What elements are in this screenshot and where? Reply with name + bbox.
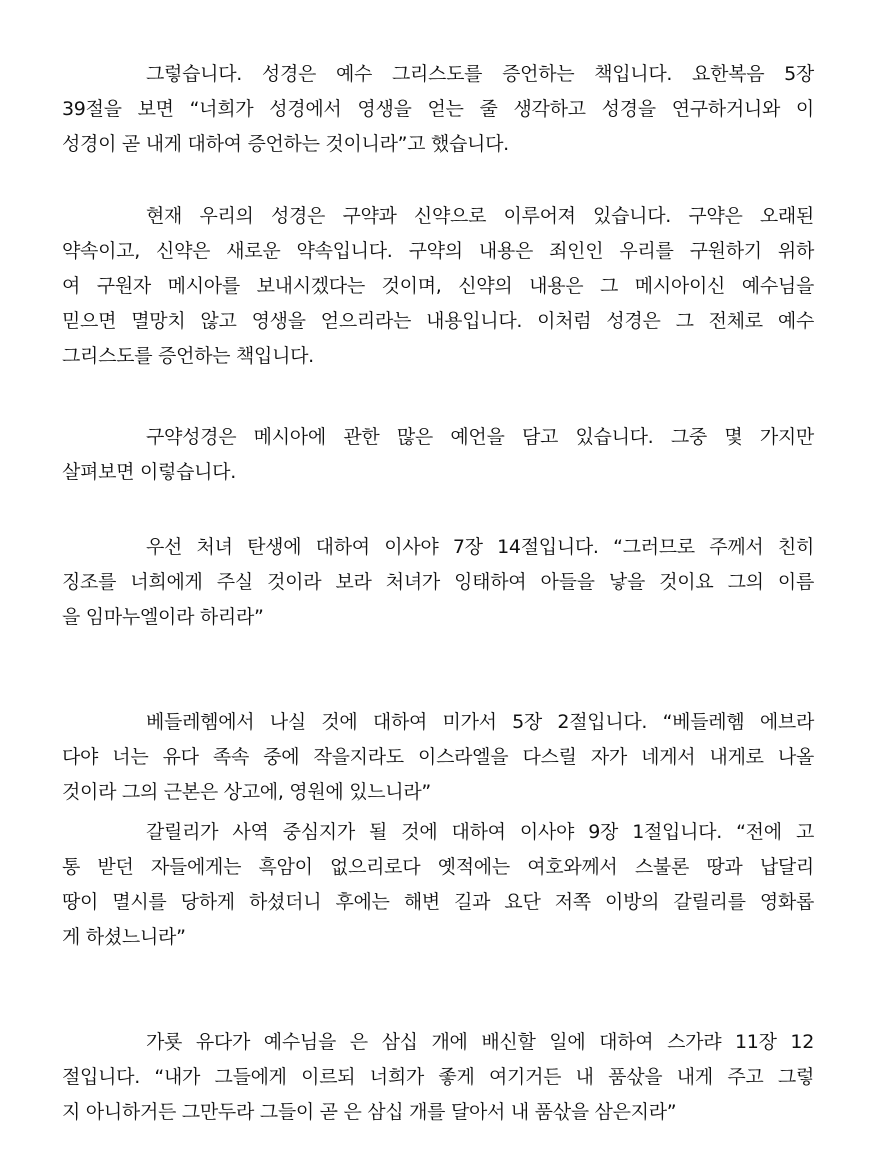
text-line: 믿으면 멸망치 않고 영생을 얻으리라는 내용입니다. 이처럼 성경은 그 전체로 예수 xyxy=(62,310,814,332)
text-line: 을 임마누엘이라 하리라” xyxy=(62,606,264,628)
text-line: 우선 처녀 탄생에 대하여 이사야 7장 14절입니다. “그러므로 주께서 친히 xyxy=(146,536,814,558)
text-line: 베들레헴에서 나실 것에 대하여 미가서 5장 2절입니다. “베들레헴 에브라 xyxy=(146,711,814,733)
paragraph-messiah-prophecies xyxy=(62,420,814,490)
text-line: 지 아니하거든 그만두라 그들이 곧 은 삼십 개를 달아서 내 품삯을 삼은지라” xyxy=(62,1101,677,1123)
text-line: 약속이고, 신약은 새로운 약속입니다. 구약의 내용은 죄인인 우리를 구원하기 위하 xyxy=(62,240,814,262)
text-line: 징조를 너희에게 주실 것이라 보라 처녀가 잉태하여 아들을 낳을 것이요 그의 이름 xyxy=(62,571,814,593)
text-line: 성경이 곧 내게 대하여 증언하는 것이니라”고 했습니다. xyxy=(62,133,509,155)
text-line: 가룟 유다가 예수님을 은 삼십 개에 배신할 일에 대하여 스가랴 11장 12 xyxy=(146,1031,814,1053)
text-line: 구약성경은 메시아에 관한 많은 예언을 담고 있습니다. 그중 몇 가지만 xyxy=(146,426,814,448)
paragraph-judas-betrayal xyxy=(62,1025,814,1130)
text-line: 것이라 그의 근본은 상고에, 영원에 있느니라” xyxy=(62,781,431,803)
paragraph-old-new-testament xyxy=(62,199,814,374)
paragraph-virgin-birth xyxy=(62,530,814,635)
text-line: 절입니다. “내가 그들에게 이르되 너희가 좋게 여기거든 내 품삯을 내게 주고 그렇 xyxy=(62,1066,814,1088)
text-line: 그렇습니다. 성경은 예수 그리스도를 증언하는 책입니다. 요한복음 5장 xyxy=(146,63,814,85)
text-line: 통 받던 자들에게는 흑암이 없으리로다 옛적에는 여호와께서 스불론 땅과 납달리 xyxy=(62,856,814,878)
text-line: 현재 우리의 성경은 구약과 신약으로 이루어져 있습니다. 구약은 오래된 xyxy=(146,205,814,227)
text-line: 갈릴리가 사역 중심지가 될 것에 대하여 이사야 9장 1절입니다. “전에 고 xyxy=(146,821,814,843)
text-line: 살펴보면 이렇습니다. xyxy=(62,461,236,483)
text-line: 그리스도를 증언하는 책입니다. xyxy=(62,345,314,367)
text-line: 게 하셨느니라” xyxy=(62,926,186,948)
text-line: 다야 너는 유다 족속 중에 작을지라도 이스라엘을 다스릴 자가 네게서 내게로 나올 xyxy=(62,746,814,768)
paragraph-bethlehem xyxy=(62,705,814,810)
text-line: 여 구원자 메시아를 보내시겠다는 것이며, 신약의 내용은 그 메시아이신 예수님을 xyxy=(62,275,814,297)
text-line: 39절을 보면 “너희가 성경에서 영생을 얻는 줄 생각하고 성경을 연구하거니와 이 xyxy=(62,98,814,120)
paragraph-bible-testifies-christ xyxy=(62,57,814,162)
text-line: 땅이 멸시를 당하게 하셨더니 후에는 해변 길과 요단 저쪽 이방의 갈릴리를 영화롭 xyxy=(62,891,814,913)
paragraph-galilee-ministry xyxy=(62,815,814,955)
